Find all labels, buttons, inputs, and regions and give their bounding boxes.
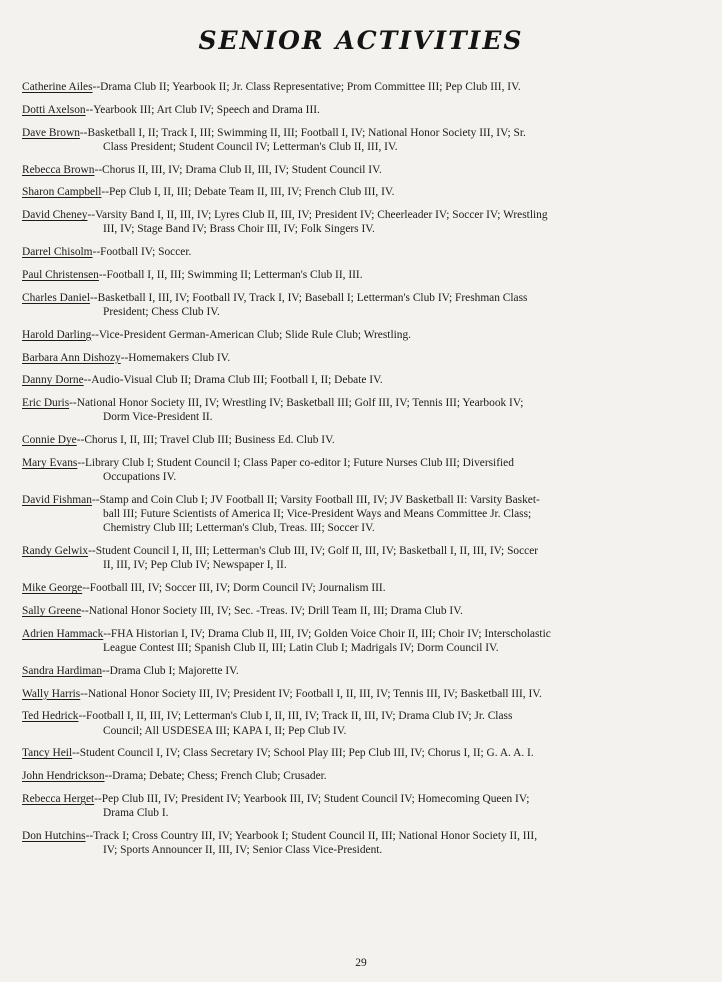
activity-entry bbox=[22, 829, 694, 857]
activities-continuation: Dorm Vice-President II. bbox=[103, 411, 213, 424]
student-name: Paul Christensen bbox=[22, 268, 99, 281]
entry-first-line bbox=[22, 185, 694, 199]
activity-entry bbox=[22, 80, 694, 94]
activity-entry bbox=[22, 163, 694, 177]
activities-text: --Football I, II, III; Swimming II; Letterman's Club II, III. bbox=[98, 268, 363, 281]
activity-entry bbox=[22, 328, 694, 342]
entry-first-line bbox=[22, 664, 694, 678]
activity-entry bbox=[22, 687, 694, 701]
entry-first-line bbox=[22, 103, 694, 117]
activity-entry bbox=[22, 433, 694, 447]
student-name: Sharon Campbell bbox=[22, 186, 102, 199]
activity-entry bbox=[22, 664, 694, 678]
activities-continuation: Class President; Student Council IV; Letterman's Club II, III, IV. bbox=[103, 140, 398, 153]
entry-first-line bbox=[22, 126, 694, 140]
student-name: Rebecca Herget bbox=[22, 792, 95, 805]
entry-first-line bbox=[22, 581, 694, 595]
student-name: Ted Hedrick bbox=[22, 710, 79, 723]
activities-text: --Student Council I, II, III; Letterman's Club III, IV; Golf II, III, IV; Basketball I, II, III, IV; Soccer bbox=[88, 545, 539, 558]
student-name: Wally Harris bbox=[22, 687, 81, 700]
student-name: Rebecca Brown bbox=[22, 163, 95, 176]
activities-text: --Student Council I, IV; Class Secretary IV; School Play III; Pep Club III, IV; Chorus I, II; G. A. A. I. bbox=[72, 747, 534, 760]
entry-first-line bbox=[22, 493, 694, 507]
activity-entry bbox=[22, 351, 694, 365]
activities-text: --Drama Club II; Yearbook II; Jr. Class Representative; Prom Committee III; Pep Club III, IV. bbox=[92, 81, 521, 93]
student-name: John Hendrickson bbox=[22, 770, 105, 783]
activities-text: --Audio-Visual Club II; Drama Club III; Football I, II; Debate IV. bbox=[83, 374, 383, 387]
entry-first-line bbox=[22, 245, 694, 259]
entry-first-line bbox=[22, 351, 694, 365]
activities-text: --Drama; Debate; Chess; French Club; Crusader. bbox=[104, 770, 327, 783]
activities-text: --Pep Club I, II, III; Debate Team II, III, IV; French Club III, IV. bbox=[101, 186, 395, 199]
entry-first-line bbox=[22, 80, 694, 94]
activity-entry bbox=[22, 746, 694, 760]
activities-list bbox=[22, 80, 694, 866]
entry-first-line bbox=[22, 709, 694, 723]
entry-first-line bbox=[22, 373, 694, 387]
student-name: Adrien Hammack bbox=[22, 627, 104, 640]
activities-text: --Homemakers Club IV. bbox=[120, 351, 231, 364]
activities-text: --Football I, II, III, IV; Letterman's Club I, II, III, IV; Track II, III, IV; Drama Club IV; Jr. Class bbox=[78, 710, 513, 723]
student-name: Catherine Ailes bbox=[22, 81, 93, 93]
activities-text: --Pep Club III, IV; President IV; Yearbook III, IV; Student Council IV; Homecoming Queen IV; bbox=[94, 792, 530, 805]
student-name: Connie Dye bbox=[22, 434, 77, 447]
activities-text: --Chorus I, II, III; Travel Club III; Business Ed. Club IV. bbox=[76, 434, 335, 447]
activity-entry bbox=[22, 245, 694, 259]
activity-entry bbox=[22, 396, 694, 424]
activity-entry bbox=[22, 769, 694, 783]
entry-first-line bbox=[22, 396, 694, 410]
student-name: Mary Evans bbox=[22, 456, 78, 469]
activities-text: --National Honor Society III, IV; Sec. -Treas. IV; Drill Team II, III; Drama Club IV. bbox=[81, 604, 463, 617]
activities-text: --National Honor Society III, IV; Wrestling IV; Basketball III; Golf III, IV; Tennis III; Yearbook IV; bbox=[69, 397, 524, 410]
student-name: Danny Dorne bbox=[22, 374, 84, 387]
activity-entry bbox=[22, 544, 694, 572]
activity-entry bbox=[22, 792, 694, 820]
student-name: Charles Daniel bbox=[22, 291, 91, 304]
student-name: Randy Gelwix bbox=[22, 545, 89, 558]
activity-entry bbox=[22, 126, 694, 154]
entry-first-line bbox=[22, 544, 694, 558]
student-name: Mike George bbox=[22, 582, 83, 595]
activity-entry bbox=[22, 103, 694, 117]
student-name: Eric Duris bbox=[22, 397, 70, 410]
activities-continuation: IV; Sports Announcer II, III, IV; Senior Class Vice-President. bbox=[103, 844, 383, 857]
activity-entry bbox=[22, 627, 694, 655]
entry-first-line bbox=[22, 687, 694, 701]
entry-first-line bbox=[22, 829, 694, 843]
activities-text: --Basketball I, II; Track I, III; Swimming II, III; Football I, IV; National Honor Society III, IV; Sr. bbox=[79, 126, 526, 139]
entry-first-line bbox=[22, 433, 694, 447]
activities-continuation: Occupations IV. bbox=[103, 471, 177, 484]
entry-first-line bbox=[22, 746, 694, 760]
activities-continuation: II, III, IV; Pep Club IV; Newspaper I, II. bbox=[103, 559, 287, 572]
student-name: Tancy Heil bbox=[22, 747, 73, 760]
entry-first-line bbox=[22, 604, 694, 618]
activities-text: --Track I; Cross Country III, IV; Yearbook I; Student Council II, III; National Honor Society II, III, bbox=[85, 829, 538, 842]
activities-text: --Football IV; Soccer. bbox=[92, 246, 192, 259]
activity-entry bbox=[22, 291, 694, 319]
activities-text: --Yearbook III; Art Club IV; Speech and Drama III. bbox=[85, 103, 320, 116]
activities-text: --National Honor Society III, IV; President IV; Football I, II, III, IV; Tennis III, IV; Basketball III, IV. bbox=[80, 687, 542, 700]
entry-first-line bbox=[22, 291, 694, 305]
activity-entry bbox=[22, 493, 694, 536]
activities-text: --Drama Club I; Majorette IV. bbox=[102, 664, 239, 677]
activity-entry bbox=[22, 604, 694, 618]
student-name: Barbara Ann Dishozy bbox=[22, 351, 121, 364]
student-name: Dave Brown bbox=[22, 126, 80, 139]
activity-entry bbox=[22, 581, 694, 595]
entry-first-line bbox=[22, 268, 694, 282]
activities-text: --Football III, IV; Soccer III, IV; Dorm Council IV; Journalism III. bbox=[82, 582, 386, 595]
student-name: Sandra Hardiman bbox=[22, 664, 103, 677]
activities-text: --FHA Historian I, IV; Drama Club II, III, IV; Golden Voice Choir II, III; Choir IV; Interscholastic bbox=[103, 627, 551, 640]
activities-continuation: Drama Club I. bbox=[103, 807, 169, 820]
activity-entry bbox=[22, 268, 694, 282]
student-name: Don Hutchins bbox=[22, 829, 86, 842]
activities-text: --Chorus II, III, IV; Drama Club II, III, IV; Student Council IV. bbox=[94, 163, 382, 176]
student-name: Harold Darling bbox=[22, 328, 92, 341]
student-name: Dotti Axelson bbox=[22, 103, 86, 116]
student-name: David Fishman bbox=[22, 493, 92, 506]
entry-first-line bbox=[22, 792, 694, 806]
activities-continuation: Council; All USDESEA III; KAPA I, II; Pep Club IV. bbox=[103, 724, 347, 737]
activities-text: --Stamp and Coin Club I; JV Football II; Varsity Football III, IV; JV Basketball II: Varsity Basket- bbox=[91, 493, 540, 506]
entry-first-line bbox=[22, 208, 694, 222]
entry-first-line bbox=[22, 769, 694, 783]
entry-first-line bbox=[22, 163, 694, 177]
activities-continuation: III, IV; Stage Band IV; Brass Choir III, IV; Folk Singers IV. bbox=[103, 223, 375, 236]
student-name: David Cheney bbox=[22, 209, 88, 222]
page-title: SENIOR ACTIVITIES bbox=[198, 26, 524, 55]
activities-text: --Vice-President German-American Club; Slide Rule Club; Wrestling. bbox=[91, 328, 412, 341]
activity-entry bbox=[22, 373, 694, 387]
activity-entry bbox=[22, 456, 694, 484]
activity-entry bbox=[22, 185, 694, 199]
activities-text: --Varsity Band I, II, III, IV; Lyres Club II, III, IV; President IV; Cheerleader IV; Soccer IV; Wrestling bbox=[87, 209, 548, 222]
activities-continuation: League Contest III; Spanish Club II, III; Latin Club I; Madrigals IV; Dorm Council IV. bbox=[103, 641, 499, 654]
page-number: 29 bbox=[355, 957, 367, 969]
activities-continuation: President; Chess Club IV. bbox=[103, 305, 220, 318]
entry-first-line bbox=[22, 456, 694, 470]
activities-continuation: ball III; Future Scientists of America II; Vice-President Ways and Means Committee Jr. Class; Chemistry Club III; Letterman's Club, Treas. III; Soccer IV. bbox=[103, 508, 532, 535]
student-name: Darrel Chisolm bbox=[22, 246, 93, 259]
activity-entry bbox=[22, 709, 694, 737]
activities-text: --Basketball I, III, IV; Football IV, Track I, IV; Baseball I; Letterman's Club IV; Freshman Class bbox=[90, 291, 528, 304]
student-name: Sally Greene bbox=[22, 604, 82, 617]
entry-first-line bbox=[22, 627, 694, 641]
activities-text: --Library Club I; Student Council I; Class Paper co-editor I; Future Nurses Club III; Diversified bbox=[77, 456, 514, 469]
entry-first-line bbox=[22, 328, 694, 342]
activity-entry bbox=[22, 208, 694, 236]
